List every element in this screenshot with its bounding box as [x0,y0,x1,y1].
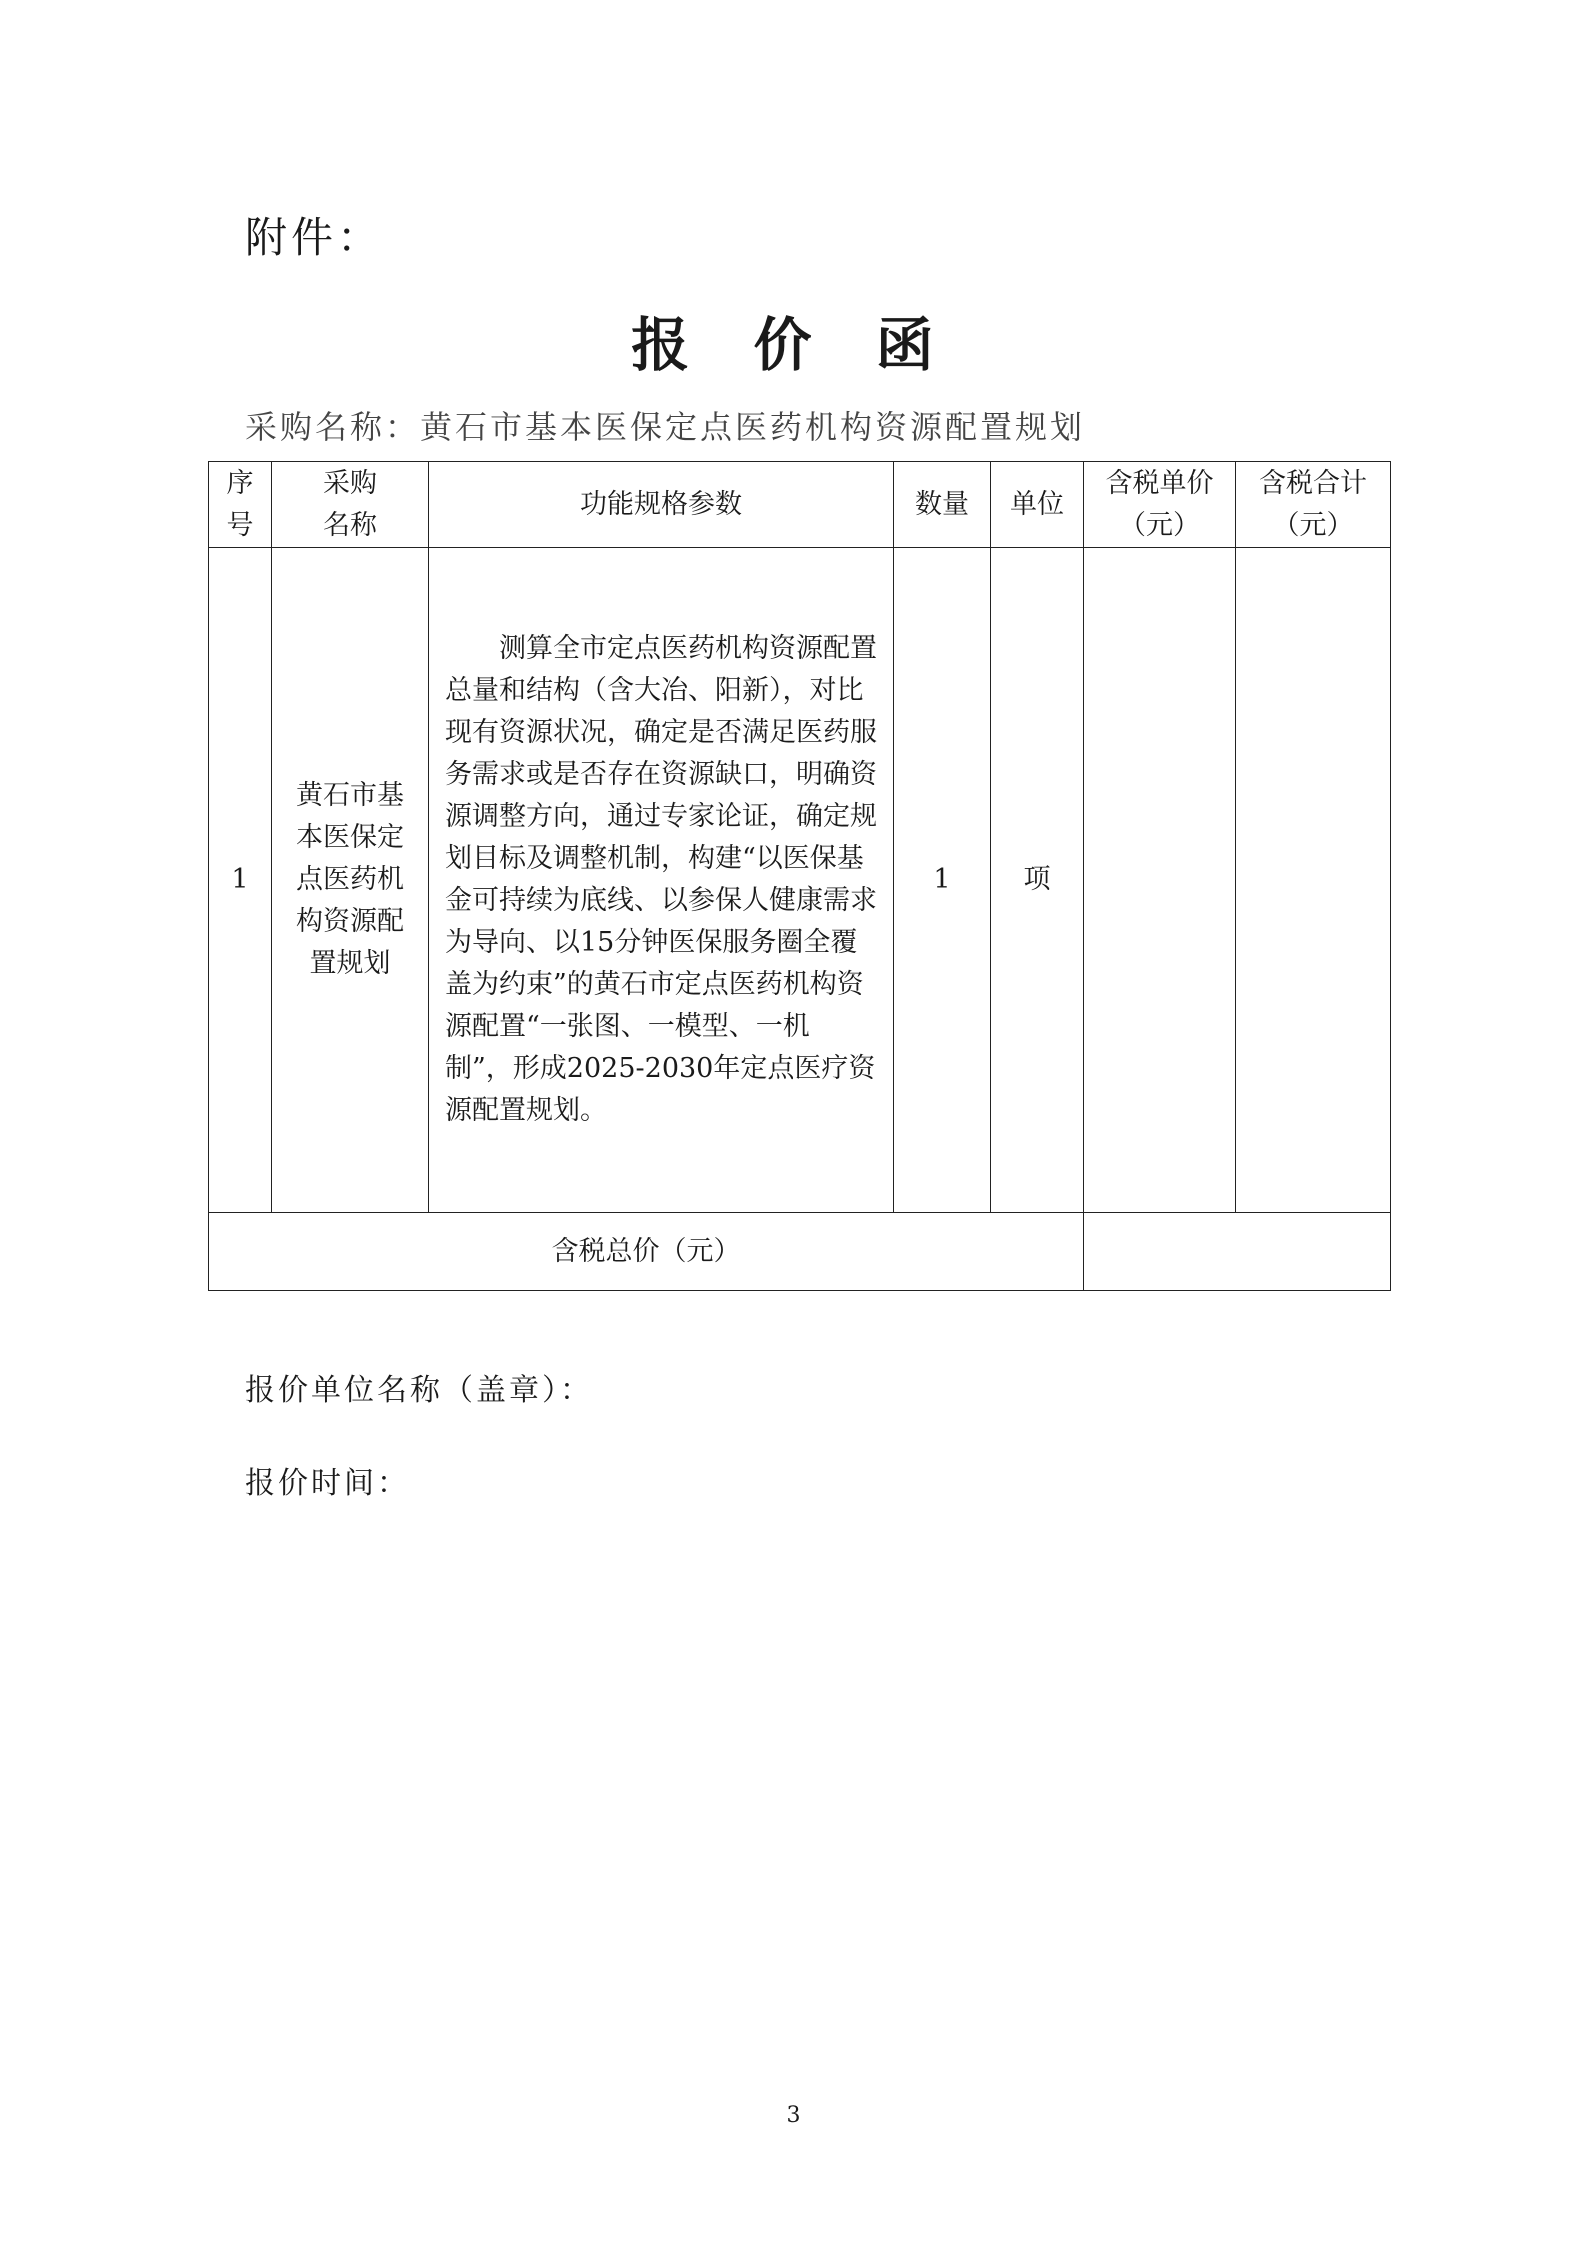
cell-unit-price [1084,548,1236,1213]
header-qty: 数量 [894,462,991,548]
header-spec: 功能规格参数 [429,462,894,548]
total-row [209,1213,1391,1291]
cell-qty: 1 [894,548,991,1213]
table-row [209,548,1391,1213]
spec-text: 测算全市定点医药机构资源配置总量和结构（含大冶、阳新），对比现有资源状况，确定是否满足医药服务需求或是否存在资源缺口，明确资源调整方向，通过专家论证，确定规划目标及调整机制，构建“以医保基金可持续为底线、以参保人健康需求为导向、以15分钟医保服务圈全覆盖为约束”的黄石市定点医药机构资源配置“一张图、一模型、一机制”，形成2025-2030年定点医疗资源配置规划。 [445,633,877,1126]
header-seq: 序 号 [209,462,272,548]
header-unit-price: 含税单价 （元） [1084,462,1236,548]
page-number: 3 [786,2103,801,2128]
cell-total-price [1236,548,1391,1213]
header-unit: 单位 [991,462,1084,548]
table-header-row [209,462,1391,548]
cell-name: 黄石市基 本医保定 点医药机 构资源配 置规划 [272,548,429,1213]
document-title: 报 价 函 [631,311,956,379]
total-value [1084,1213,1391,1291]
header-name: 采购 名称 [272,462,429,548]
project-name: 采购名称：黄石市基本医保定点医药机构资源配置规划 [245,408,1086,446]
total-label: 含税总价（元） [209,1213,1084,1291]
cell-spec [429,548,894,1213]
cell-unit: 项 [991,548,1084,1213]
quotation-table [208,461,1391,1291]
attachment-label: 附件： [245,213,384,262]
quote-time-field: 报价时间： [245,1466,410,1501]
cell-seq: 1 [209,548,272,1213]
bidder-name-field: 报价单位名称（盖章）： [245,1373,593,1408]
header-total-price: 含税合计 （元） [1236,462,1391,548]
